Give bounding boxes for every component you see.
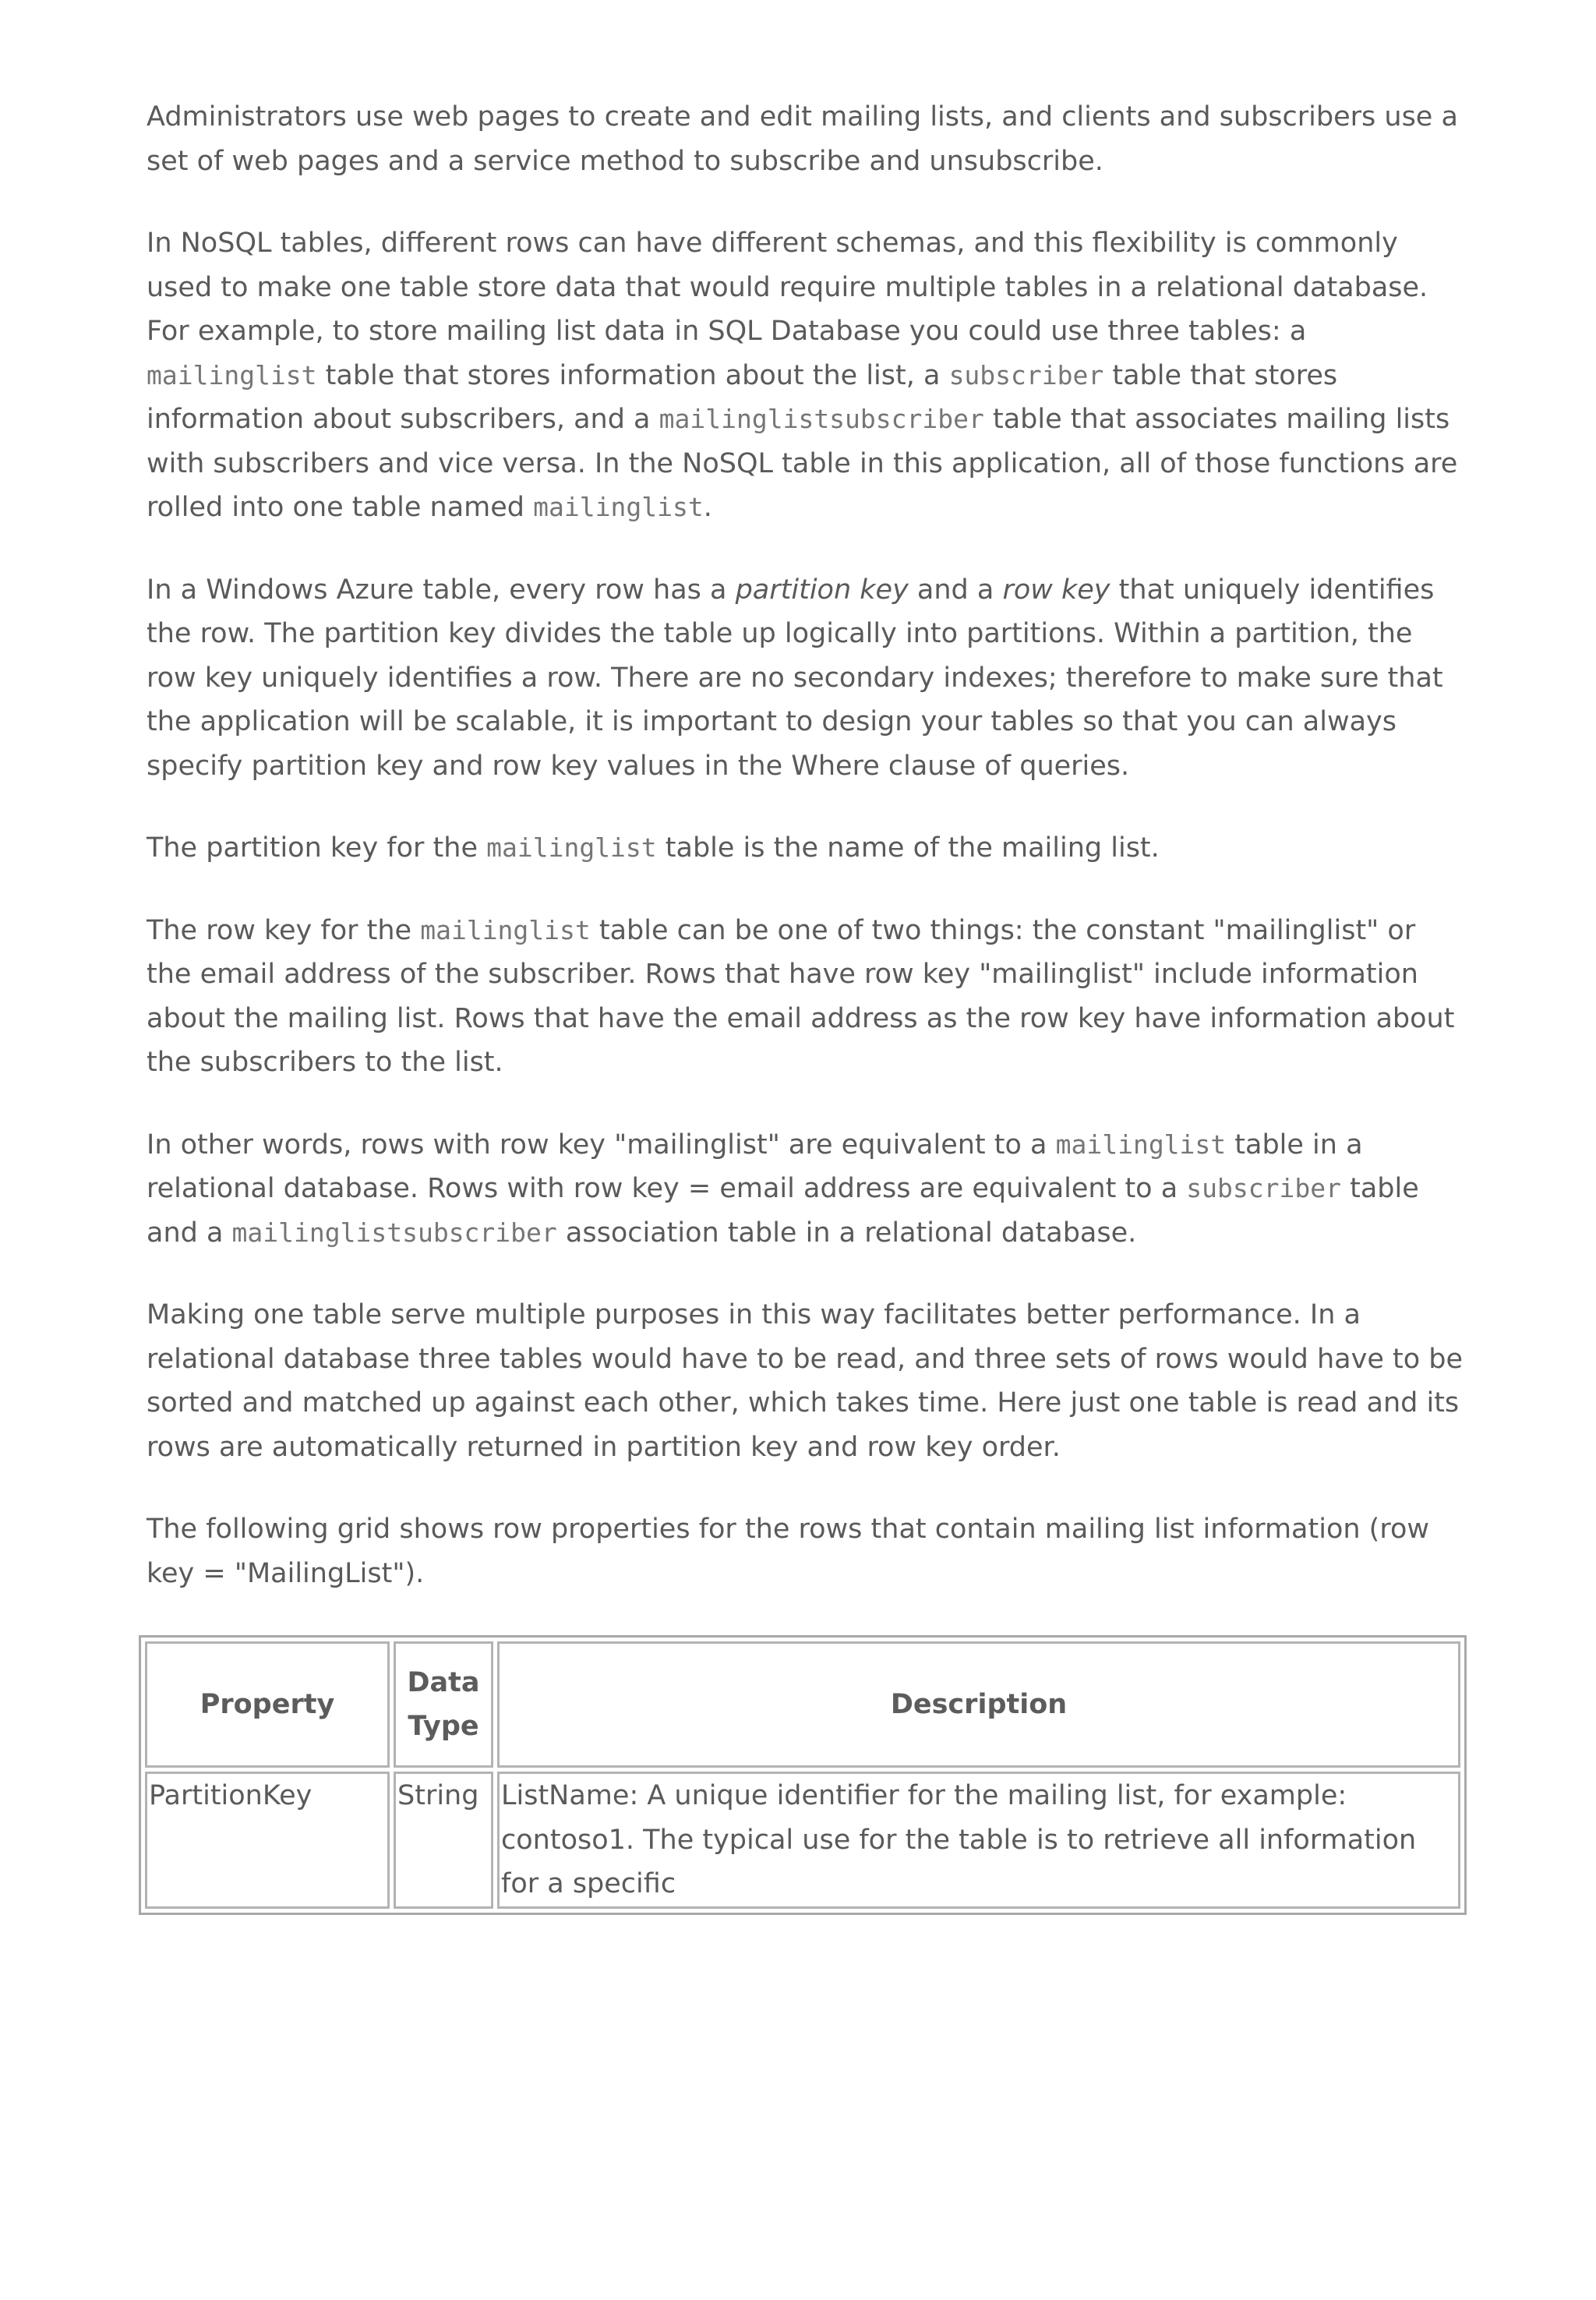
inline-code: mailinglistsubscriber <box>659 404 984 434</box>
paragraph <box>147 1293 1464 1469</box>
data-type-cell: String <box>394 1772 493 1909</box>
description-column-header: Description <box>497 1641 1460 1768</box>
paragraph-text: The following grid shows row properties for the rows that contain mailing list information (row key = "MailingList"). <box>147 1514 1429 1589</box>
inline-code: mailinglist <box>533 492 704 522</box>
property-column-header: Property <box>145 1641 390 1768</box>
emphasis-text: partition key <box>735 574 909 606</box>
paragraph-text: table and a <box>147 1173 1419 1249</box>
table-row <box>145 1772 1460 1909</box>
inline-code: mailinglist <box>1055 1129 1227 1160</box>
paragraph <box>147 909 1464 1085</box>
paragraph-text: table is the name of the mailing list. <box>656 832 1160 864</box>
paragraph-text: Administrators use web pages to create and edit mailing lists, and clients and subscribers use a set of web pages and a service method to subscribe and unsubscribe. <box>147 101 1458 177</box>
inline-code: mailinglist <box>147 359 317 390</box>
inline-code: subscriber <box>1186 1173 1341 1203</box>
paragraph-text: The row key for the <box>147 914 421 946</box>
paragraph-text: . <box>703 492 712 523</box>
inline-code: subscriber <box>948 359 1104 390</box>
paragraph <box>147 568 1464 789</box>
paragraph-text: table that associates mailing lists with subscribers and vice versa. In the NoSQL table in this application, all of those functions are rolled into one table named <box>147 404 1458 523</box>
paragraph <box>147 1123 1464 1256</box>
document-body <box>147 95 1464 1634</box>
paragraph-text: Making one table serve multiple purposes in this way facilitates better performance. In a relational database three tables would have to be read, and three sets of rows would have to be sorted and matched up against each other, which takes time. Here just one table is read and its rows are automatically returned in partition key and row key order. <box>147 1299 1464 1463</box>
inline-code: mailinglist <box>420 914 591 945</box>
paragraph-text: In other words, rows with row key "mailinglist" are equivalent to a <box>147 1129 1056 1161</box>
data-type-column-header <box>394 1641 493 1768</box>
paragraph <box>147 221 1464 530</box>
paragraph-text: that uniquely identifies the row. The partition key divides the table up logically into partitions. Within a partition, the row key uniquely identifies a row. There are no secondary indexes; therefore to make sure that the application will be scalable, it is important to design your tables so that you can always specify partition key and row key values in the Where clause of queries. <box>147 574 1443 782</box>
data-type-header-line-1: Data <box>407 1666 480 1698</box>
paragraph-text: table that stores information about subscribers, and a <box>147 359 1338 435</box>
property-cell: PartitionKey <box>145 1772 390 1909</box>
table-header-row <box>145 1641 1460 1768</box>
data-type-header-line-2: Type <box>408 1711 479 1742</box>
paragraph-text: table in a relational database. Rows with row key = email address are equivalent to a <box>147 1129 1363 1204</box>
paragraph <box>147 1507 1464 1595</box>
paragraph <box>147 826 1464 871</box>
paragraph-text: table can be one of two things: the constant "mailinglist" or the email address of the subscriber. Rows that have row key "mailinglist" include information about the mailing list. Rows that have the email address as the row key have information about the subscribers to the list. <box>147 914 1455 1078</box>
description-cell: ListName: A unique identifier for the mailing list, for example: contoso1. The typical use for the table is to retrieve all information for a specific <box>497 1772 1460 1909</box>
paragraph-text: association table in a relational database. <box>556 1217 1137 1249</box>
paragraph-text: The partition key for the <box>147 832 487 864</box>
paragraph-text: In a Windows Azure table, every row has a <box>147 574 736 606</box>
paragraph-text: In NoSQL tables, different rows can have different schemas, and this flexibility is commonly used to make one table store data that would require multiple tables in a relational database. For example, to store mailing list data in SQL Database you could use three tables: a <box>147 228 1428 347</box>
emphasis-text: row key <box>1002 574 1110 606</box>
properties-table <box>139 1635 1467 1915</box>
paragraph <box>147 95 1464 183</box>
inline-code: mailinglistsubscriber <box>231 1217 557 1248</box>
paragraph-text: and a <box>908 574 1003 606</box>
paragraph-text: table that stores information about the list, a <box>316 359 949 391</box>
inline-code: mailinglist <box>486 832 657 863</box>
